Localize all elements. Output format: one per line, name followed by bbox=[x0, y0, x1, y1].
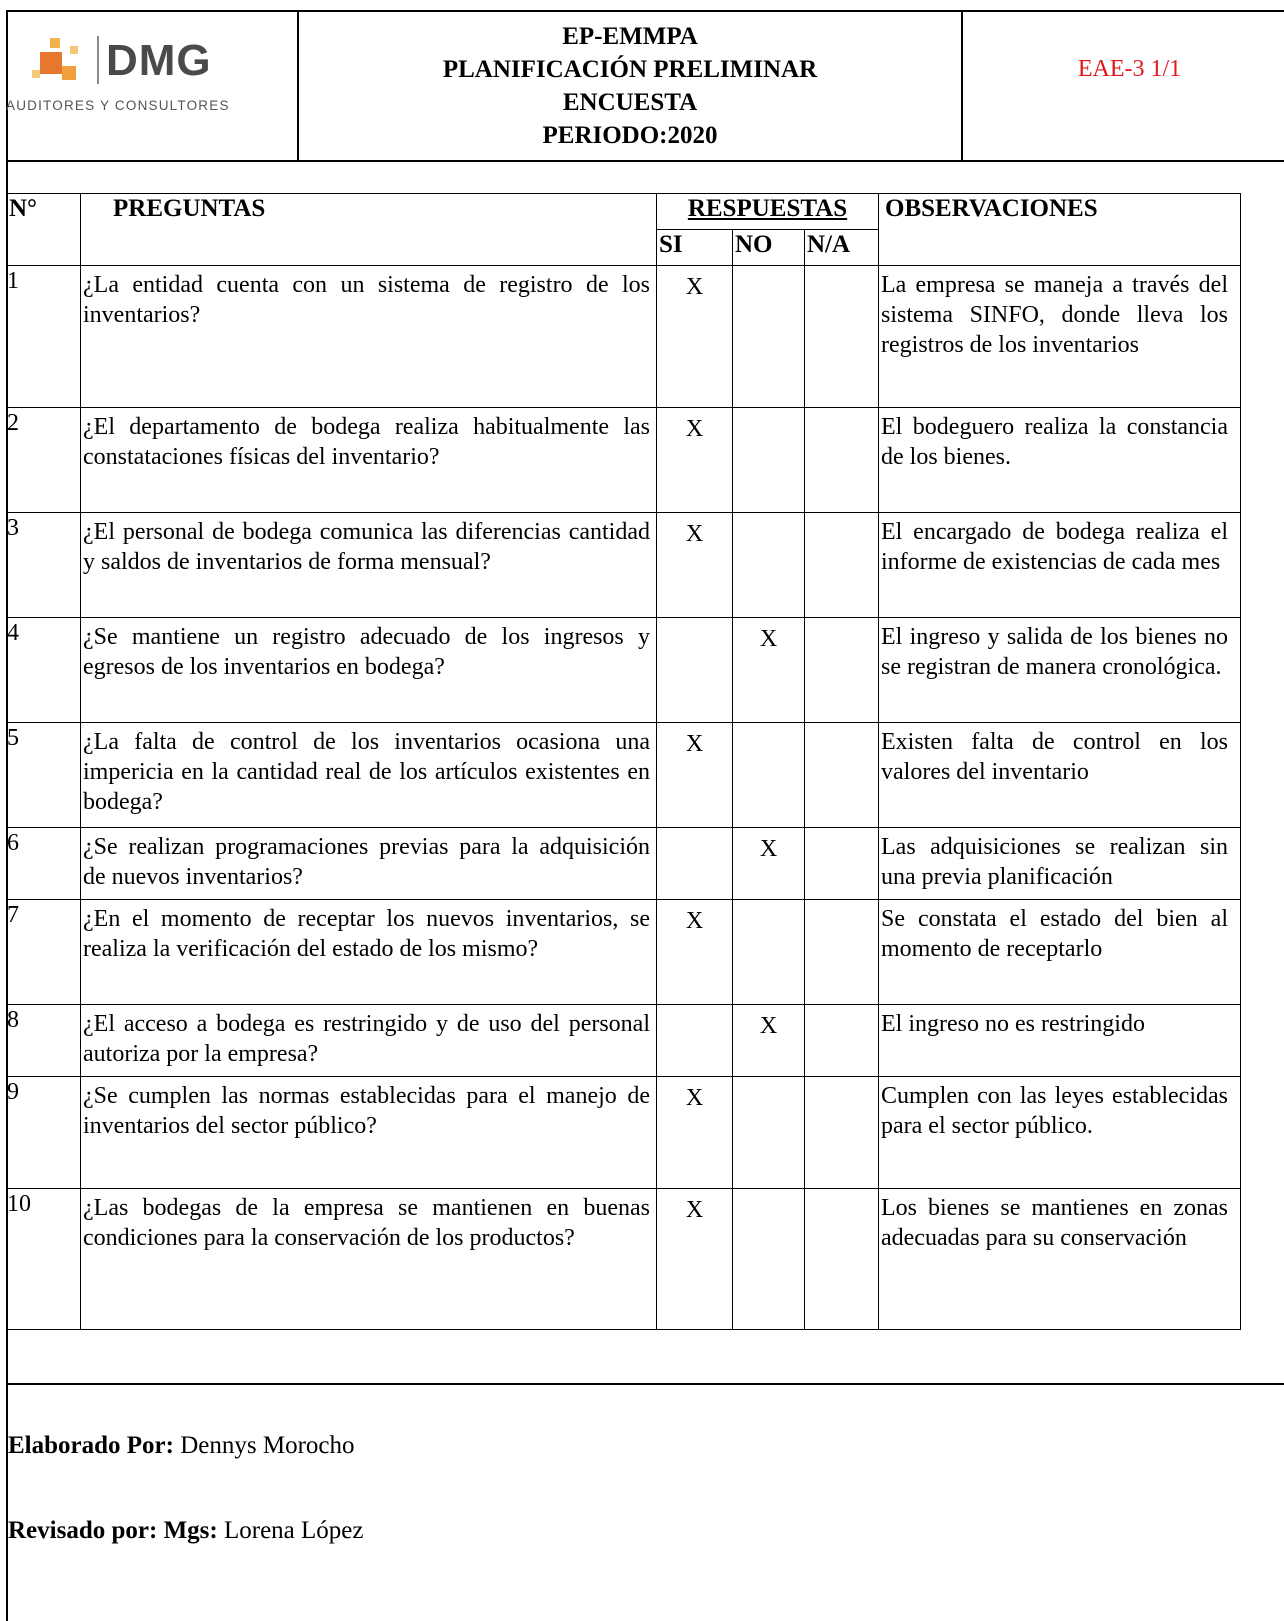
observation-text: Los bienes se mantienes en zonas adecuadas para su conservación bbox=[879, 1189, 1241, 1330]
row-number: 8 bbox=[7, 1005, 81, 1077]
answer-no: X bbox=[733, 1005, 805, 1077]
prepared-by-name: Dennys Morocho bbox=[180, 1432, 355, 1459]
answer-na bbox=[805, 1189, 879, 1330]
question-text: ¿Las bodegas de la empresa se mantienen en buenas condiciones para la conservación de los productos? bbox=[81, 1189, 657, 1330]
answer-na bbox=[805, 900, 879, 1005]
reviewed-by bbox=[8, 1517, 363, 1545]
answer-no bbox=[733, 1077, 805, 1189]
answer-no bbox=[733, 408, 805, 513]
observation-text: Se constata el estado del bien al momento de receptarlo bbox=[879, 900, 1241, 1005]
header-num: N° bbox=[7, 194, 81, 266]
answer-na bbox=[805, 723, 879, 828]
header-si: SI bbox=[657, 230, 733, 266]
header-divider bbox=[961, 10, 963, 162]
table-row bbox=[7, 828, 1241, 900]
header-answers bbox=[657, 194, 879, 230]
question-text: ¿El acceso a bodega es restringido y de uso del personal autoriza por la empresa? bbox=[81, 1005, 657, 1077]
title-line: EP-EMMPA bbox=[562, 23, 698, 50]
document-title bbox=[299, 20, 961, 152]
row-number: 4 bbox=[7, 618, 81, 723]
question-text: ¿Se cumplen las normas establecidas para el manejo de inventarios del sector público? bbox=[81, 1077, 657, 1189]
row-number: 3 bbox=[7, 513, 81, 618]
table-row bbox=[7, 1189, 1241, 1330]
question-text: ¿En el momento de receptar los nuevos inventarios, se realiza la verificación del estado de los mismo? bbox=[81, 900, 657, 1005]
answer-si: X bbox=[657, 266, 733, 408]
question-text: ¿El departamento de bodega realiza habitualmente las constataciones físicas del inventario? bbox=[81, 408, 657, 513]
observation-text: El encargado de bodega realiza el informe de existencias de cada mes bbox=[879, 513, 1241, 618]
survey-table bbox=[6, 193, 1241, 1330]
reviewed-by-label: Revisado por: bbox=[8, 1517, 158, 1544]
header-na: N/A bbox=[805, 230, 879, 266]
reviewed-by-title: Mgs: bbox=[163, 1517, 218, 1544]
table-row bbox=[7, 900, 1241, 1005]
table-row bbox=[7, 513, 1241, 618]
row-number: 2 bbox=[7, 408, 81, 513]
answer-no bbox=[733, 266, 805, 408]
answer-si: X bbox=[657, 1189, 733, 1330]
answer-na bbox=[805, 408, 879, 513]
answer-si bbox=[657, 618, 733, 723]
title-line: PLANIFICACIÓN PRELIMINAR bbox=[442, 56, 818, 83]
document-header bbox=[6, 10, 1284, 162]
observation-text: Cumplen con las leyes establecidas para el sector público. bbox=[879, 1077, 1241, 1189]
logo-subtitle: AUDITORES Y CONSULTORES bbox=[6, 98, 230, 113]
title-line: ENCUESTA bbox=[562, 89, 698, 116]
question-text: ¿Se realizan programaciones previas para la adquisición de nuevos inventarios? bbox=[81, 828, 657, 900]
table-row bbox=[7, 1005, 1241, 1077]
answer-si: X bbox=[657, 408, 733, 513]
dmg-logo-mark-icon bbox=[32, 36, 92, 92]
answer-si bbox=[657, 828, 733, 900]
answer-no bbox=[733, 513, 805, 618]
prepared-by bbox=[8, 1432, 355, 1460]
logo-name: DMG bbox=[106, 36, 212, 85]
document-code: EAE-3 1/1 bbox=[1077, 56, 1182, 82]
divider-line bbox=[6, 1383, 1284, 1385]
observation-text: El ingreso y salida de los bienes no se registran de manera cronológica. bbox=[879, 618, 1241, 723]
observation-text: El ingreso no es restringido bbox=[879, 1005, 1241, 1077]
row-number: 6 bbox=[7, 828, 81, 900]
header-answers-text: RESPUESTAS bbox=[687, 195, 848, 222]
logo-divider bbox=[97, 36, 99, 84]
observation-text: Existen falta de control en los valores del inventario bbox=[879, 723, 1241, 828]
row-number: 10 bbox=[7, 1189, 81, 1330]
answer-si: X bbox=[657, 900, 733, 1005]
answer-no bbox=[733, 900, 805, 1005]
answer-na bbox=[805, 618, 879, 723]
company-logo bbox=[6, 32, 290, 112]
question-text: ¿La entidad cuenta con un sistema de registro de los inventarios? bbox=[81, 266, 657, 408]
answer-si: X bbox=[657, 513, 733, 618]
header-questions: PREGUNTAS bbox=[81, 194, 657, 266]
answer-na bbox=[805, 828, 879, 900]
row-number: 9 bbox=[7, 1077, 81, 1189]
answer-si: X bbox=[657, 1077, 733, 1189]
table-row bbox=[7, 618, 1241, 723]
reviewed-by-name: Lorena López bbox=[223, 1517, 364, 1544]
table-row bbox=[7, 723, 1241, 828]
answer-no: X bbox=[733, 618, 805, 723]
header-observations: OBSERVACIONES bbox=[879, 194, 1241, 266]
title-line: PERIODO:2020 bbox=[542, 122, 718, 149]
observation-text: La empresa se maneja a través del sistema SINFO, donde lleva los registros de los inventarios bbox=[879, 266, 1241, 408]
prepared-by-label: Elaborado Por: bbox=[8, 1432, 174, 1459]
header-no: NO bbox=[733, 230, 805, 266]
answer-na bbox=[805, 513, 879, 618]
row-number: 1 bbox=[7, 266, 81, 408]
observation-text: Las adquisiciones se realizan sin una previa planificación bbox=[879, 828, 1241, 900]
answer-si: X bbox=[657, 723, 733, 828]
answer-no bbox=[733, 1189, 805, 1330]
answer-no bbox=[733, 723, 805, 828]
answer-no: X bbox=[733, 828, 805, 900]
question-text: ¿Se mantiene un registro adecuado de los ingresos y egresos de los inventarios en bodega? bbox=[81, 618, 657, 723]
table-row bbox=[7, 266, 1241, 408]
table-row bbox=[7, 1077, 1241, 1189]
row-number: 7 bbox=[7, 900, 81, 1005]
answer-si bbox=[657, 1005, 733, 1077]
answer-na bbox=[805, 1077, 879, 1189]
observation-text: El bodeguero realiza la constancia de los bienes. bbox=[879, 408, 1241, 513]
table-row bbox=[7, 408, 1241, 513]
answer-na bbox=[805, 266, 879, 408]
row-number: 5 bbox=[7, 723, 81, 828]
question-text: ¿El personal de bodega comunica las diferencias cantidad y saldos de inventarios de forma mensual? bbox=[81, 513, 657, 618]
question-text: ¿La falta de control de los inventarios ocasiona una impericia en la cantidad real de los artículos existentes en bodega? bbox=[81, 723, 657, 828]
answer-na bbox=[805, 1005, 879, 1077]
